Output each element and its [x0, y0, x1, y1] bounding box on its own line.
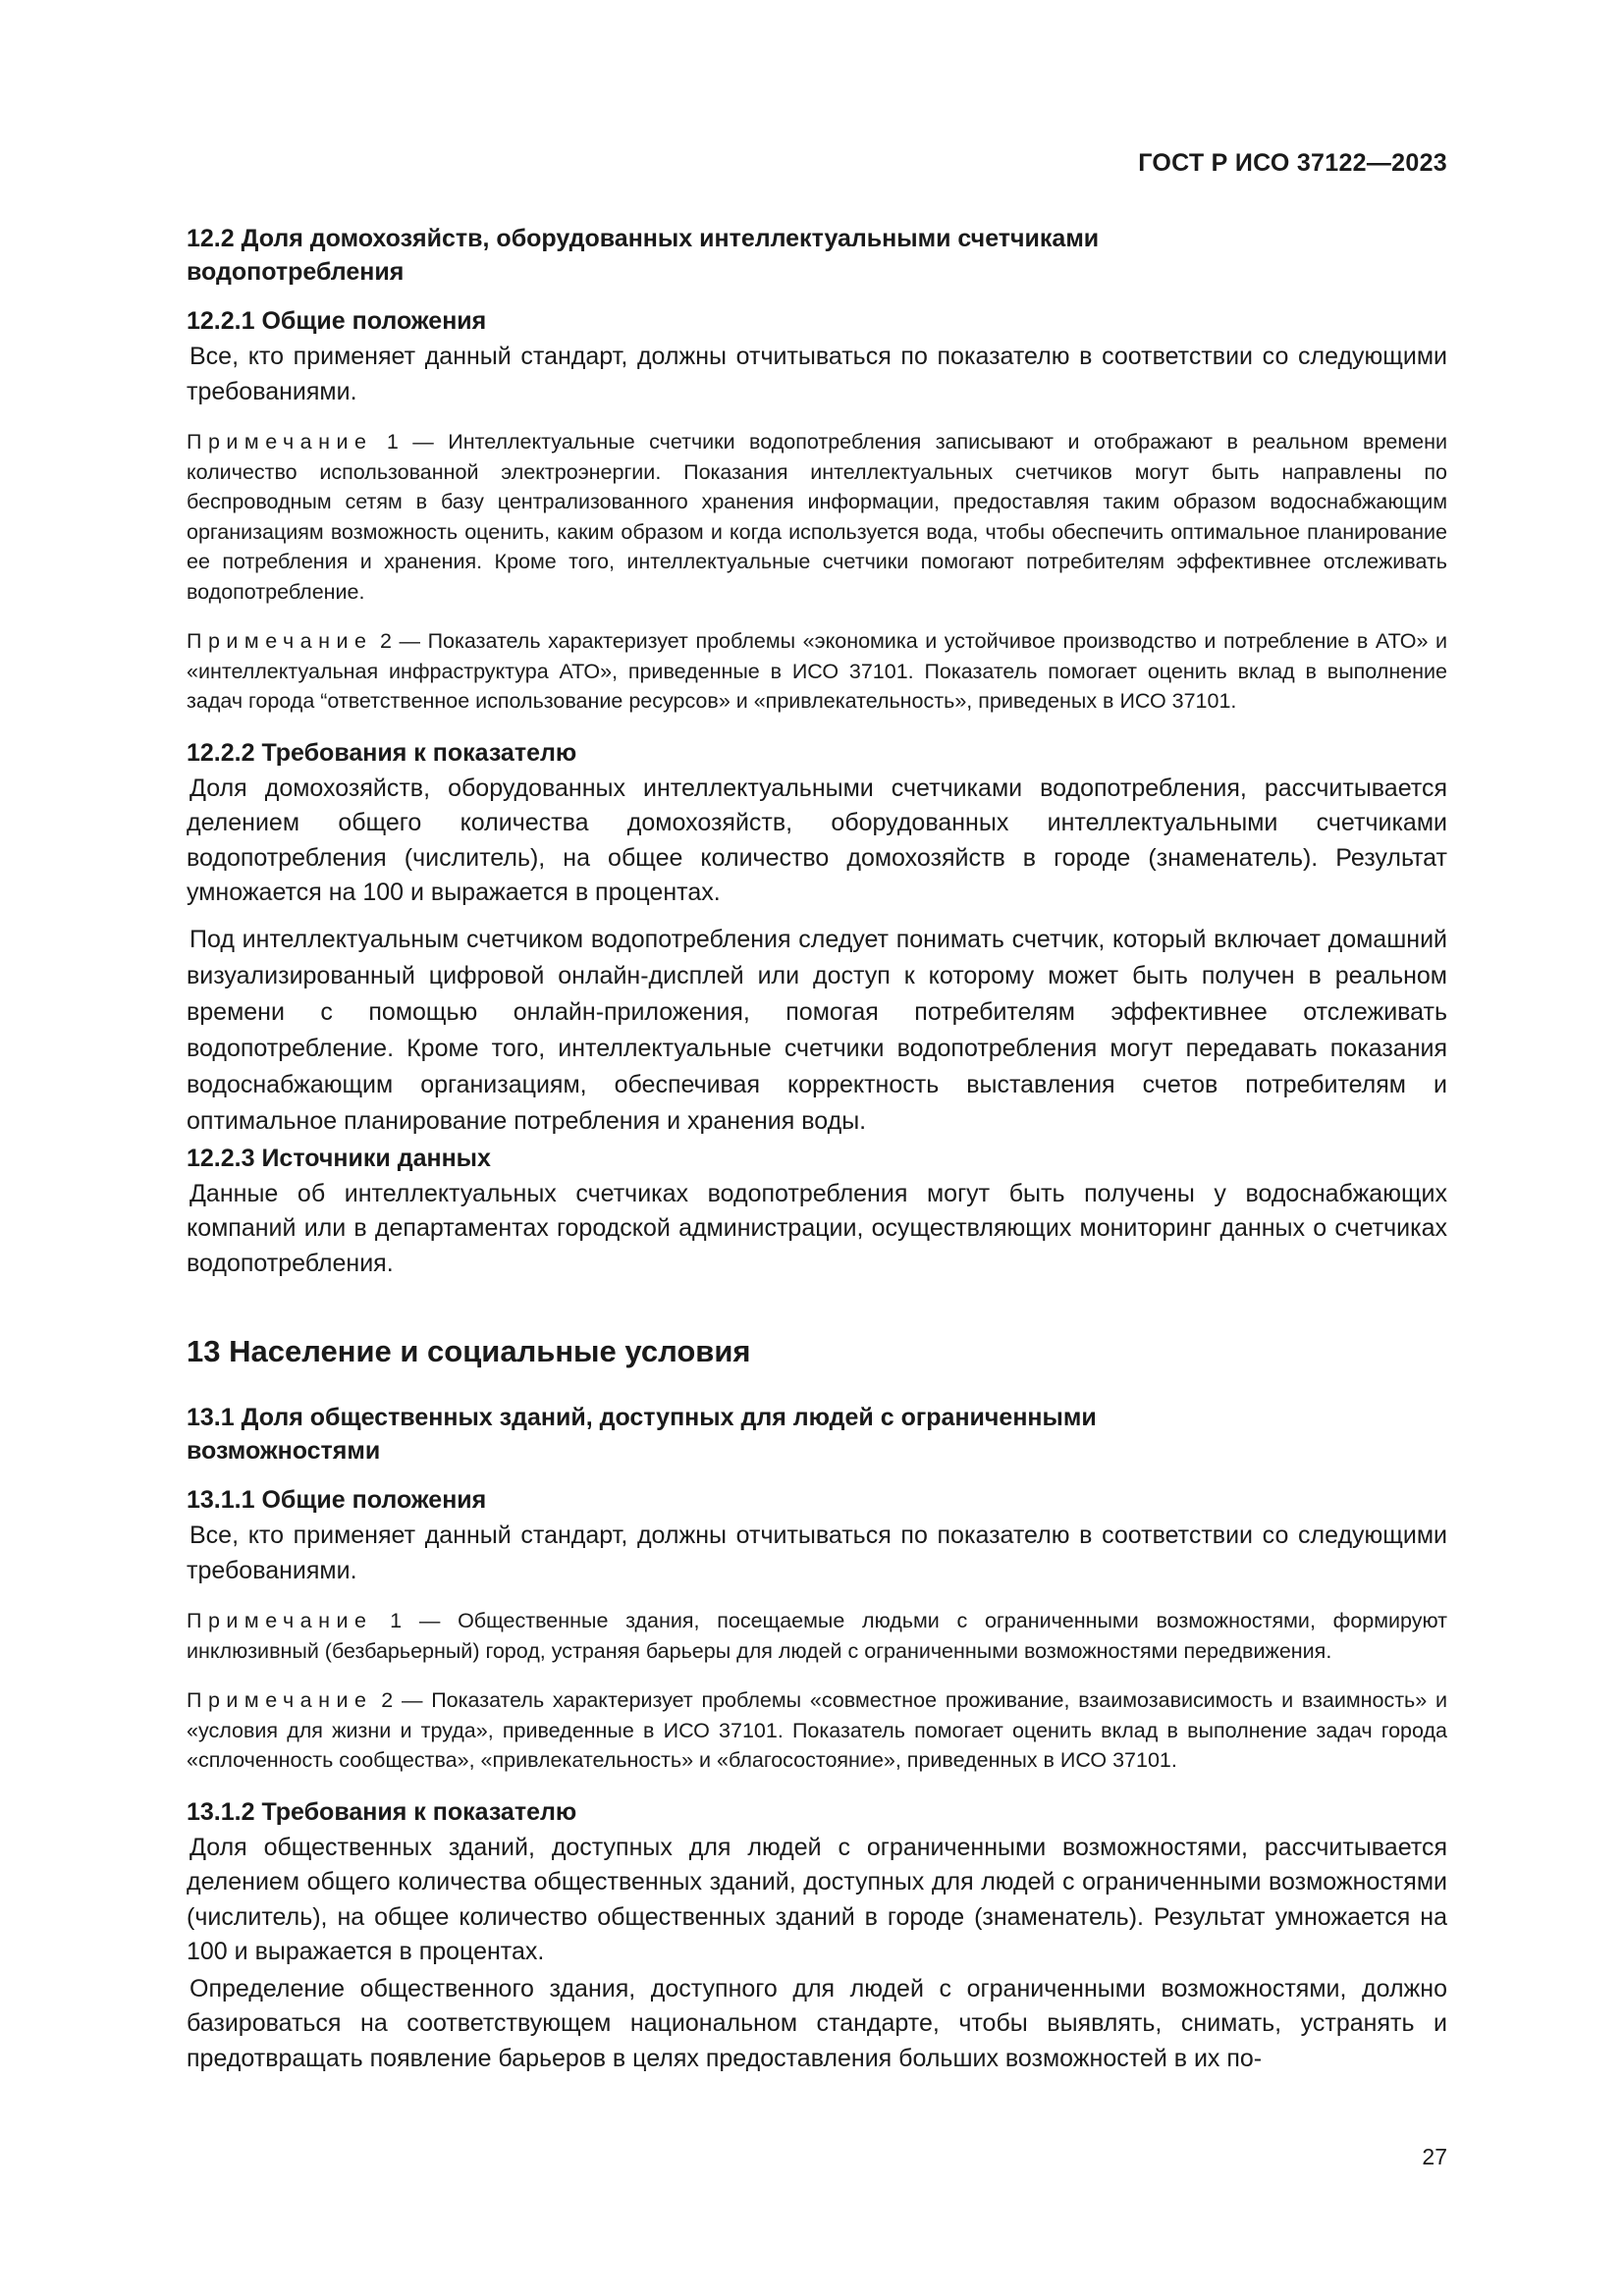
note-label: Примечание — [187, 430, 373, 454]
note-text: 2 — Показатель характеризует проблемы «экономика и устойчивое производство и потребление в АТО» и «интеллектуальная инфраструктура АТО», приведенные в ИСО 37101. Показатель помогает оценить вклад в выполнение задач города “ответственное использование ресурсов» и «привлекательность», приведеных в ИСО 37101. — [187, 629, 1447, 713]
section-13-1-2-para-1: Доля общественных зданий, доступных для людей с ограниченными возможностями, рассчитывается делением общего количества общественных зданий, доступных для людей с ограниченными возможностями (числитель), на общее количество общественных зданий в городе (знаменатель). Результат умножается на 100 и выражается в процентах. — [187, 1833, 1447, 1965]
section-13-1-2-title: 13.1.2 Требования к показателю — [187, 1797, 577, 1826]
section-13-1-title — [187, 1401, 1447, 1468]
section-12-2-2-title: 12.2.2 Требования к показателю — [187, 738, 577, 767]
section-12-2-3-title: 12.2.3 Источники данных — [187, 1144, 491, 1172]
section-12-2-title-line2: водопотребления — [187, 258, 405, 286]
section-12-2-3-text: Данные об интеллектуальных счетчиках водопотребления могут быть получены у водоснабжающих компаний или в департаментах городской администрации, осуществляющих мониторинг данных о счетчиках водопотребления. — [187, 1179, 1447, 1277]
page-content — [187, 222, 1447, 2087]
section-12-2-title-line1: 12.2 Доля домохозяйств, оборудованных интеллектуальными счетчиками — [187, 225, 1100, 252]
section-13-1-1-note-2 — [187, 1685, 1447, 1776]
section-12-2-1-text: Все, кто применяет данный стандарт, должны отчитываться по показателю в соответствии со следующими требованиями. — [187, 343, 1447, 405]
section-12-2-1-title: 12.2.1 Общие положения — [187, 307, 487, 335]
section-12-2-title — [187, 222, 1447, 289]
section-13-1-1-title: 13.1.1 Общие положения — [187, 1486, 487, 1514]
section-13-title: 13 Население и социальные условия — [187, 1334, 751, 1368]
note-label: Примечание — [187, 629, 373, 653]
section-12-2-2-para-2: Под интеллектуальным счетчиком водопотребления следует понимать счетчик, который включает домашний визуализированный цифровой онлайн-дисплей или доступ к которому может быть получен в реальном времени с помощью онлайн-приложения, помогая потребителям эффективнее отслеживать водопотребление. Кроме того, интеллектуальные счетчики водопотребления могут передавать показания водоснабжающим организациям, обеспечивая корректность выставления счетов потребителям и оптимальное планирование потребления и хранения воды. — [187, 925, 1447, 1135]
section-12-2-1-note-1 — [187, 427, 1447, 607]
section-12-2-2-para-1: Доля домохозяйств, оборудованных интеллектуальными счетчиками водопотребления, рассчитывается делением общего количества домохозяйств, оборудованных интеллектуальными счетчиками водопотребления (числитель), на общее количество домохозяйств в городе (знаменатель). Результат умножается на 100 и выражается в процентах. — [187, 774, 1447, 906]
section-12-2-1-note-2 — [187, 626, 1447, 717]
section-13-1-1-text: Все, кто применяет данный стандарт, должны отчитываться по показателю в соответствии со следующими требованиями. — [187, 1522, 1447, 1584]
note-text: 1 — Интеллектуальные счетчики водопотребления записывают и отображают в реальном времени количество использованной электроэнергии. Показания интеллектуальных счетчиков могут быть направлены по беспроводным сетям в базу централизованного хранения информации, предоставляя таким образом водоснабжающим организациям возможность оценить, каким образом и когда используется вода, чтобы обеспечить оптимальное планирование ее потребления и хранения. Кроме того, интеллектуальные счетчики помогают потребителям эффективнее отслеживать водопотребление. — [187, 430, 1447, 604]
section-13-1-1-note-1 — [187, 1606, 1447, 1666]
section-13-1-2-para-2: Определение общественного здания, доступного для людей с ограниченными возможностями, должно базироваться на соответствующем национальном стандарте, чтобы выявлять, снимать, устранять и предотвращать появление барьеров в целях предоставления больших возможностей в их по- — [187, 1974, 1447, 2072]
note-text: 2 — Показатель характеризует проблемы «совместное проживание, взаимозависимость и взаимность» и «условия для жизни и труда», приведенные в ИСО 37101. Показатель помогает оценить вклад в выполнение задач города «сплоченность сообщества», «привлекательность» и «благосостояние», приведенных в ИСО 37101. — [187, 1688, 1447, 1772]
page-number: 27 — [1422, 2144, 1447, 2169]
note-label: Примечание — [187, 1609, 373, 1632]
note-label: Примечание — [187, 1688, 373, 1712]
note-text: 1 — Общественные здания, посещаемые людьми с ограниченными возможностями, формируют инклюзивный (безбарьерный) город, устраняя барьеры для людей с ограниченными возможностями передвижения. — [187, 1609, 1447, 1663]
section-13-1-title-line1: 13.1 Доля общественных зданий, доступных для людей с ограниченными — [187, 1404, 1097, 1431]
section-13-1-title-line2: возможностями — [187, 1437, 381, 1465]
document-header-code: ГОСТ Р ИСО 37122—2023 — [1138, 149, 1447, 177]
